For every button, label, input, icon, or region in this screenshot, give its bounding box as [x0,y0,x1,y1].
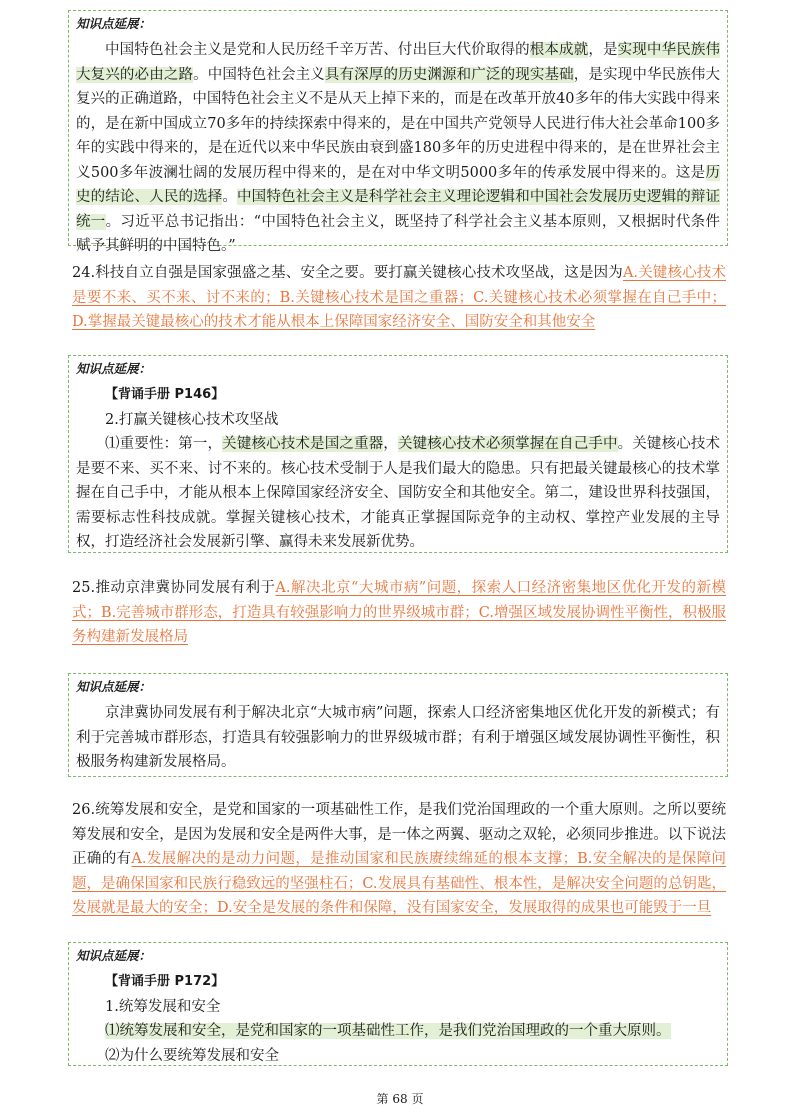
question-answer: A.发展解决的是动力问题，是推动国家和民族赓续绵延的根本支撑；B.安全解决的是保障问题，是确保国家和民族行稳致远的坚强柱石；C.发展具有基础性、根本性，是解决安全问题的总钥匙，发展就是最大的安全；D.安全是发展的条件和保障，没有国家安全，发展取得的成果也可能毁于一旦 [72,851,727,916]
seg: ， [383,436,398,452]
question-stem: 26.统筹发展和安全，是党和国家的一项基础性工作，是我们党治国理政的一个重大原则。之所以要统筹发展和安全，是因为发展和安全是两件大事，是一体之两翼、驱动之双轮，必须同步推进。以下说法正确的有 [72,802,726,867]
seg: 。关键核心技术是要不来、买不来、讨不来的。核心技术受制于人是我们最大的隐患。只有把最关键最核心的技术掌握在自己手中，才能从根本上保障国家经济安全、国防安全和其他安全。第二，建设世界科技强国，需要标志性科技成就。掌握关键核心技术，才能真正掌握国际竞争的主动权、掌控产业发展的主导权，打造经济社会发展新引擎、赢得未来发展新优势。 [76,436,721,550]
seg: ，是 [588,42,618,58]
question-26 [72,798,726,921]
box1-paragraph [76,38,720,259]
question-24 [72,261,726,335]
box-label: 知识点延展： [76,679,152,694]
highlight: 中国特色社会主义是科学社会主义理论逻辑和中国社会发展历史逻辑的辩证统一 [76,189,721,230]
highlight: 根本成就 [529,42,589,58]
seg: ⑴重要性：第一， [105,436,223,452]
box2-heading: 2.打赢关键核心技术攻坚战 [105,411,279,428]
knowledge-box-4 [68,942,728,1066]
box3-paragraph: 京津冀协同发展有利于解决北京“大城市病”问题，探索人口经济密集地区优化开发的新模式；有利于完善城市群形态，打造具有较强影响力的世界级城市群；有利于增强区域发展协调性平衡性，积极服务构建新发展格局。 [76,705,720,770]
box-label: 知识点延展： [76,16,152,31]
box4-line: ⑵为什么要统筹发展和安全 [105,1047,279,1064]
highlight: 具有深厚的历史渊源和广泛的现实基础 [324,66,574,83]
question-stem: 24.科技自立自强是国家强盛之基、安全之要。要打赢关键核心技术攻坚战，这是因为 [72,265,623,281]
box4-heading: 1.统筹发展和安全 [105,998,221,1015]
question-25 [72,576,726,650]
seg: 。习近平总书记指出：“中国特色社会主义，既坚持了科学社会主义基本原则，又根据时代条件赋予其鲜明的中国特色。” [76,213,720,254]
handbook-ref: 【背诵手册 P172】 [105,974,225,989]
highlight: 关键核心技术必须掌握在自己手中 [397,436,618,452]
question-answer: A.解决北京“大城市病”问题，探索人口经济密集地区优化开发的新模式；B.完善城市群形态，打造具有较强影响力的世界级城市群；C.增强区域发展协调性平衡性，积极服务构建新发展格局 [72,580,726,645]
handbook-ref: 【背诵手册 P146】 [105,387,225,402]
box-label: 知识点延展： [76,948,152,963]
seg: 。中国特色社会主义 [193,66,325,83]
knowledge-box-1 [68,10,728,254]
seg: ，是实现中华民族伟大复兴的正确道路，中国特色社会主义不是从天上掉下来的，而是在改革开放40多年的伟大实践中得来的，是在新中国成立70多年的持续探索中得来的，是在中国共产党领导人民进行伟大社会革命100多年的实践中得来的，是在近代以来中华民族由衰到盛180多年的历史进程中得来的，是在世界社会主义500多年波澜壮阔的发展历程中得来的，是在对中华文明5000多年的传承发展中得来的。这是 [76,66,721,181]
box-label: 知识点延展： [76,361,152,376]
highlight: 实现中华民族伟大复兴的必由之路 [76,42,721,83]
box2-paragraph [76,432,720,555]
box4-line [76,1019,720,1044]
page-number: 第 68 页 [376,1092,424,1106]
question-answer: A.关键核心技术是要不来、买不来、讨不来的；B.关键核心技术是国之重器；C.关键核心技术必须掌握在自己手中；D.掌握最关键最核心的技术才能从根本上保障国家经济安全、国防安全和其他安全 [72,265,726,330]
knowledge-box-3 [68,673,728,777]
seg: 中国特色社会主义是党和人民历经千辛万苦、付出巨大代价取得的 [105,42,530,58]
highlight: 历史的结论、人民的选择 [76,164,720,205]
highlight: 关键核心技术是国之重器 [222,436,384,452]
highlight: ⑴统筹发展和安全，是党和国家的一项基础性工作，是我们党治国理政的一个重大原则。 [105,1023,671,1039]
knowledge-box-2 [68,355,728,553]
seg: 。 [222,189,238,205]
question-stem: 25.推动京津冀协同发展有利于 [72,580,276,596]
